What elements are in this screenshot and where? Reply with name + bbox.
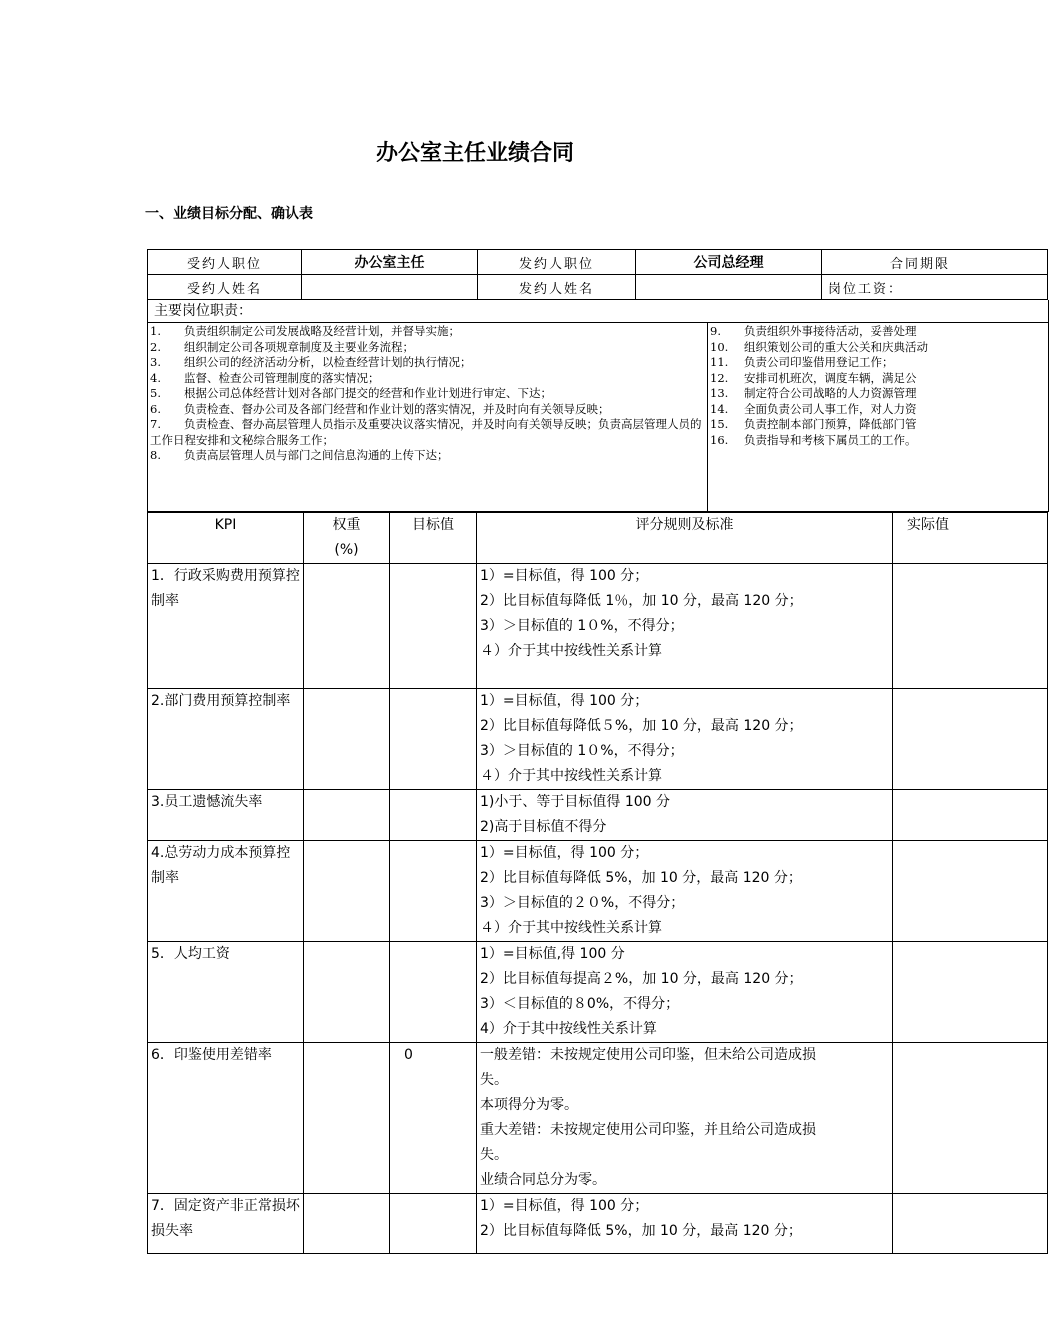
duty-text: 安排司机班次，调度车辆，满足公: [744, 370, 917, 385]
kpi-name-cell: 4.总劳动力成本预算控制率: [148, 841, 304, 942]
duty-number: 8.: [150, 448, 161, 462]
duty-text: 负责组织制定公司发展战略及经营计划，并督导实施；: [184, 324, 460, 338]
target-cell: [390, 564, 477, 689]
target-cell: 0: [390, 1043, 477, 1194]
rules-cell: [477, 942, 893, 1043]
issuer-name-label: 发约人姓名: [478, 275, 636, 300]
actual-cell: [893, 689, 1048, 790]
weight-header-label: 权重: [332, 517, 361, 533]
rule-line: 1）=目标值，得 100 分；: [480, 693, 649, 709]
duty-text: 负责组织外事接待活动，妥善处理: [744, 324, 917, 338]
duty-text: 监督、检查公司管理制度的落实情况；: [184, 370, 380, 385]
duty-item: [150, 355, 705, 371]
rules-cell: [477, 841, 893, 942]
recipient-name-value: [302, 275, 478, 300]
duty-item: [710, 355, 1046, 371]
table-row: [148, 1043, 1048, 1194]
duty-text: 负责检查、督办高层管理人员指示及重要决议落实情况，并及时向有关领导反映；负责高层管理人员的工作日程安排和文秘综合服务工作；: [150, 417, 702, 447]
issuer-name-value: [636, 275, 822, 300]
issuer-position-label: 发约人职位: [478, 250, 636, 275]
duty-text: 全面负责公司人事工作，对人力资: [744, 401, 917, 416]
rule-line: 失。: [480, 1147, 508, 1163]
kpi-header: KPI: [148, 513, 304, 564]
duty-number: 12.: [710, 370, 729, 385]
duties-left-column: [148, 323, 708, 511]
actual-cell: [893, 841, 1048, 942]
rule-line: 2）比目标值每降低 5%，加 10 分，最高 120 分；: [480, 1223, 802, 1239]
weight-header-unit: (%): [334, 542, 359, 558]
duty-number: 2.: [150, 339, 161, 354]
duty-text: 负责高层管理人员与部门之间信息沟通的上传下达；: [184, 448, 449, 462]
weight-cell: [304, 564, 390, 689]
duty-number: 6.: [150, 401, 161, 416]
duty-number: 14.: [710, 401, 729, 416]
rule-line: 1）=目标值，得 100 分；: [480, 1198, 649, 1214]
rule-line: 重大差错：未按规定使用公司印鉴，并且给公司造成损: [480, 1122, 816, 1138]
duty-number: 16.: [710, 432, 729, 447]
target-cell: [390, 689, 477, 790]
duty-text: 组织策划公司的重大公关和庆典活动: [744, 339, 928, 354]
duty-text: 根据公司总体经营计划对各部门提交的经营和作业计划进行审定、下达；: [184, 386, 552, 400]
rule-line: 1）=目标值，得 100 分；: [480, 845, 649, 861]
duty-text: 制定符合公司战略的人力资源管理: [744, 386, 917, 400]
duty-number: 1.: [150, 324, 161, 338]
actual-cell: [893, 942, 1048, 1043]
rules-header: 评分规则及标准: [477, 513, 893, 564]
weight-cell: [304, 841, 390, 942]
recipient-position-value: 办公室主任: [302, 250, 478, 275]
table-row: [148, 1194, 1048, 1254]
duty-number: 4.: [150, 370, 161, 385]
duty-item: [710, 386, 1046, 402]
duty-item: [150, 371, 705, 387]
target-cell: [390, 790, 477, 841]
weight-cell: [304, 1194, 390, 1254]
issuer-position-value: 公司总经理: [636, 250, 822, 275]
duty-item: [710, 371, 1046, 387]
rule-line: 本项得分为零。: [480, 1097, 578, 1113]
duty-text: 负责指导和考核下属员工的工作。: [744, 432, 917, 447]
rule-line: 2）比目标值每降低５%，加 10 分，最高 120 分；: [480, 718, 803, 734]
kpi-name-cell: 6．印鉴使用差错率: [148, 1043, 304, 1194]
target-header: 目标值: [390, 513, 477, 564]
section-heading: 一、业绩目标分配、确认表: [145, 206, 313, 222]
rules-cell: [477, 564, 893, 689]
rule-line: 一般差错：未按规定使用公司印鉴，但未给公司造成损: [480, 1047, 816, 1063]
contract-period-label: 合同期限: [822, 250, 1048, 275]
duty-item: [710, 340, 1046, 356]
duty-item: [710, 324, 1046, 340]
rule-line: 失。: [480, 1072, 508, 1088]
rule-line: 1)小于、等于目标值得 100 分: [480, 794, 670, 810]
rule-line: 1）=目标值，得 100 分；: [480, 568, 649, 584]
rule-line: 3）＞目标值的 1０%，不得分；: [480, 618, 684, 634]
salary-label: 岗位工资：: [822, 275, 1048, 300]
duties-section: [147, 300, 1049, 512]
kpi-name-cell: 2.部门费用预算控制率: [148, 689, 304, 790]
kpi-name-cell: 5．人均工资: [148, 942, 304, 1043]
duty-text: 组织公司的经济活动分析，以检查经营计划的执行情况；: [184, 355, 472, 369]
duty-item: [150, 324, 705, 340]
duty-number: 5.: [150, 386, 161, 400]
rule-line: 3）＜目标值的８0%，不得分；: [480, 996, 680, 1012]
duties-right-column: [708, 323, 1048, 511]
rule-line: ４）介于其中按线性关系计算: [480, 643, 662, 659]
weight-cell: [304, 689, 390, 790]
duty-item: [150, 386, 705, 402]
contract-sheet: [147, 249, 951, 1239]
rule-line: 1）=目标值,得 100 分: [480, 946, 625, 962]
kpi-name-cell: 1．行政采购费用预算控制率: [148, 564, 304, 689]
weight-cell: [304, 942, 390, 1043]
rule-line: ４）介于其中按线性关系计算: [480, 768, 662, 784]
duty-number: 7.: [150, 417, 161, 431]
actual-cell: [893, 1043, 1048, 1194]
actual-cell: [893, 1194, 1048, 1254]
duty-number: 9.: [710, 324, 721, 338]
duty-text: 负责公司印鉴借用登记工作；: [744, 355, 894, 369]
duty-number: 3.: [150, 355, 161, 369]
kpi-name-cell: 7．固定资产非正常损坏损失率: [148, 1194, 304, 1254]
duty-number: 11.: [710, 355, 729, 369]
rule-line: 业绩合同总分为零。: [480, 1172, 606, 1188]
duty-item: [150, 417, 705, 448]
recipient-position-label: 受约人职位: [148, 250, 302, 275]
rule-line: 2)高于目标值不得分: [480, 819, 607, 835]
weight-cell: [304, 1043, 390, 1194]
actual-header: 实际值: [893, 513, 1048, 564]
header-table: [147, 249, 1048, 300]
table-row: [148, 942, 1048, 1043]
rule-line: 2）比目标值每降低 1％，加 10 分，最高 120 分；: [480, 593, 803, 609]
recipient-name-label: 受约人姓名: [148, 275, 302, 300]
rules-cell: [477, 1043, 893, 1194]
duty-item: [710, 417, 1046, 433]
duty-item: [710, 402, 1046, 418]
duty-number: 15.: [710, 417, 729, 431]
rule-line: 3）＞目标值的２０%，不得分；: [480, 895, 685, 911]
target-cell: [390, 942, 477, 1043]
actual-cell: [893, 790, 1048, 841]
weight-header: [304, 513, 390, 564]
table-row: [148, 841, 1048, 942]
rule-line: 2）比目标值每降低 5%，加 10 分，最高 120 分；: [480, 870, 802, 886]
duty-number: 13.: [710, 386, 729, 400]
duty-item: [150, 448, 705, 464]
table-row: [148, 790, 1048, 841]
duty-item: [150, 340, 705, 356]
table-row: [148, 564, 1048, 689]
table-row: [148, 689, 1048, 790]
target-cell: [390, 841, 477, 942]
duty-number: 10.: [710, 339, 729, 354]
rules-cell: [477, 790, 893, 841]
document-title: 办公室主任业绩合同: [375, 140, 574, 166]
rule-line: 4）介于其中按线性关系计算: [480, 1021, 657, 1037]
duty-text: 负责检查、督办公司及各部门经营和作业计划的落实情况，并及时向有关领导反映；: [184, 401, 610, 416]
rules-cell: [477, 689, 893, 790]
kpi-name-cell: 3.员工遗憾流失率: [148, 790, 304, 841]
rules-cell: [477, 1194, 893, 1254]
weight-cell: [304, 790, 390, 841]
duty-text: 负责控制本部门预算，降低部门管: [744, 417, 917, 431]
duty-item: [150, 402, 705, 418]
duty-item: [710, 433, 1046, 449]
duties-title: 主要岗位职责：: [148, 300, 1048, 323]
target-cell: [390, 1194, 477, 1254]
kpi-table: [147, 512, 1048, 1254]
actual-cell: [893, 564, 1048, 689]
duty-text: 组织制定公司各项规章制度及主要业务流程；: [184, 339, 414, 354]
rule-line: 2）比目标值每提高２%，加 10 分，最高 120 分；: [480, 971, 803, 987]
rule-line: 3）＞目标值的 1０%，不得分；: [480, 743, 684, 759]
rule-line: ４）介于其中按线性关系计算: [480, 920, 662, 936]
